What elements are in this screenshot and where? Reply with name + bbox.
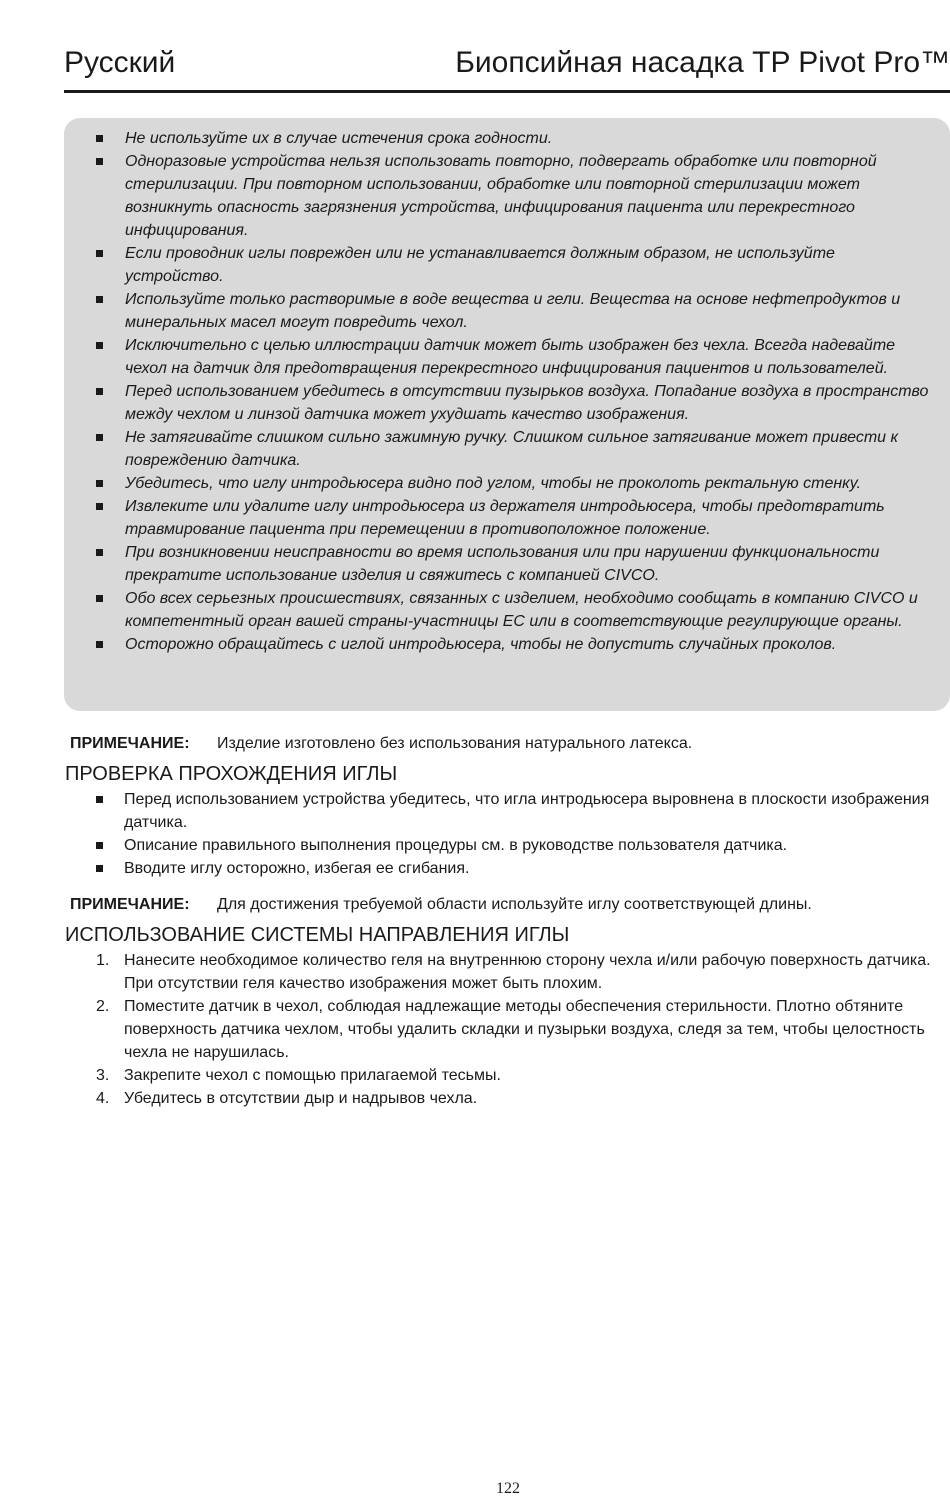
bullet-icon bbox=[96, 595, 103, 602]
bullet-icon bbox=[96, 342, 103, 349]
guide-system-heading: ИСПОЛЬЗОВАНИЕ СИСТЕМЫ НАПРАВЛЕНИЯ ИГЛЫ bbox=[65, 924, 570, 946]
warning-item: Не используйте их в случае истечения срока годности. bbox=[64, 127, 934, 150]
list-item: Перед использованием устройства убедитесь, что игла интродьюсера выровнена в плоскости изображения датчика. bbox=[64, 788, 944, 834]
needle-check-list bbox=[64, 788, 944, 880]
step-item: 1. Нанесите необходимое количество геля на внутреннюю сторону чехла и/или рабочую поверхность датчика. При отсутствии геля качество изображения может быть плохим. bbox=[64, 949, 944, 995]
step-number: 3. bbox=[96, 1067, 110, 1084]
language-label: Русский bbox=[64, 46, 176, 79]
warning-item: Осторожно обращайтесь с иглой интродьюсера, чтобы не допустить случайных проколов. bbox=[64, 633, 934, 656]
note-label: ПРИМЕЧАНИЕ: bbox=[70, 896, 190, 913]
warning-item: Используйте только растворимые в воде вещества и гели. Вещества на основе нефтепродуктов и минеральных масел могут повредить чехол. bbox=[64, 288, 934, 334]
step-number: 4. bbox=[96, 1090, 110, 1107]
bullet-icon bbox=[96, 135, 103, 142]
needle-check-heading: ПРОВЕРКА ПРОХОЖДЕНИЯ ИГЛЫ bbox=[65, 763, 398, 785]
product-title: Биопсийная насадка TP Pivot Pro™ bbox=[455, 46, 950, 79]
bullet-icon bbox=[96, 158, 103, 165]
warning-item: Одноразовые устройства нельзя использовать повторно, подвергать обработке или повторной стерилизации. При повторном использовании, обработке или повторной стерилизации может возникнуть опасность загрязнения устройства, инфицирования пациента или перекрестного инфицирования. bbox=[64, 150, 934, 242]
note-text: Изделие изготовлено без использования натурального латекса. bbox=[217, 735, 693, 752]
warning-item: Исключительно с целью иллюстрации датчик может быть изображен без чехла. Всегда надевайте чехол на датчик для предотвращения перекрестного инфицирования пациентов и пользователей. bbox=[64, 334, 934, 380]
list-item: Вводите иглу осторожно, избегая ее сгибания. bbox=[64, 857, 944, 880]
warning-item: При возникновении неисправности во время использования или при нарушении функциональности прекратите использование изделия и свяжитесь с компанией CIVCO. bbox=[64, 541, 934, 587]
page-header bbox=[64, 42, 950, 94]
step-item: 3. Закрепите чехол с помощью прилагаемой тесьмы. bbox=[64, 1064, 944, 1087]
bullet-icon bbox=[96, 480, 103, 487]
bullet-icon bbox=[96, 865, 103, 872]
warnings-list bbox=[64, 127, 934, 656]
step-number: 2. bbox=[96, 998, 110, 1015]
bullet-icon bbox=[96, 549, 103, 556]
step-item: 2. Поместите датчик в чехол, соблюдая надлежащие методы обеспечения стерильности. Плотно обтяните поверхность датчика чехлом, чтобы удалить складки и пузырьки воздуха, следя за тем, чтобы целостность чехла не нарушилась. bbox=[64, 995, 944, 1064]
bullet-icon bbox=[96, 296, 103, 303]
step-number: 1. bbox=[96, 952, 110, 969]
list-item: Описание правильного выполнения процедуры см. в руководстве пользователя датчика. bbox=[64, 834, 944, 857]
bullet-icon bbox=[96, 503, 103, 510]
guide-system-steps bbox=[64, 949, 944, 1110]
warning-item: Обо всех серьезных происшествиях, связанных с изделием, необходимо сообщать в компанию CIVCO и компетентный орган вашей страны-участницы ЕС или в соответствующие регулирующие органы. bbox=[64, 587, 934, 633]
bullet-icon bbox=[96, 434, 103, 441]
bullet-icon bbox=[96, 796, 103, 803]
warning-item: Если проводник иглы поврежден или не устанавливается должным образом, не используйте устройство. bbox=[64, 242, 934, 288]
step-item: 4. Убедитесь в отсутствии дыр и надрывов чехла. bbox=[64, 1087, 944, 1110]
warning-item: Перед использованием убедитесь в отсутствии пузырьков воздуха. Попадание воздуха в пространство между чехлом и линзой датчика может ухудшать качество изображения. bbox=[64, 380, 934, 426]
warning-item: Не затягивайте слишком сильно зажимную ручку. Слишком сильное затягивание может привести к повреждению датчика. bbox=[64, 426, 934, 472]
bullet-icon bbox=[96, 641, 103, 648]
bullet-icon bbox=[96, 842, 103, 849]
latex-note bbox=[70, 733, 692, 755]
needle-length-note bbox=[70, 894, 812, 916]
header-divider bbox=[64, 90, 950, 93]
bullet-icon bbox=[96, 388, 103, 395]
warnings-box bbox=[64, 118, 950, 711]
page-number: 122 bbox=[496, 1480, 520, 1497]
note-text: Для достижения требуемой области используйте иглу соответствующей длины. bbox=[217, 896, 812, 913]
note-label: ПРИМЕЧАНИЕ: bbox=[70, 735, 190, 752]
bullet-icon bbox=[96, 250, 103, 257]
warning-item: Убедитесь, что иглу интродьюсера видно под углом, чтобы не проколоть ректальную стенку. bbox=[64, 472, 934, 495]
warning-item: Извлеките или удалите иглу интродьюсера из держателя интродьюсера, чтобы предотвратить травмирование пациента при перемещении в противоположное положение. bbox=[64, 495, 934, 541]
